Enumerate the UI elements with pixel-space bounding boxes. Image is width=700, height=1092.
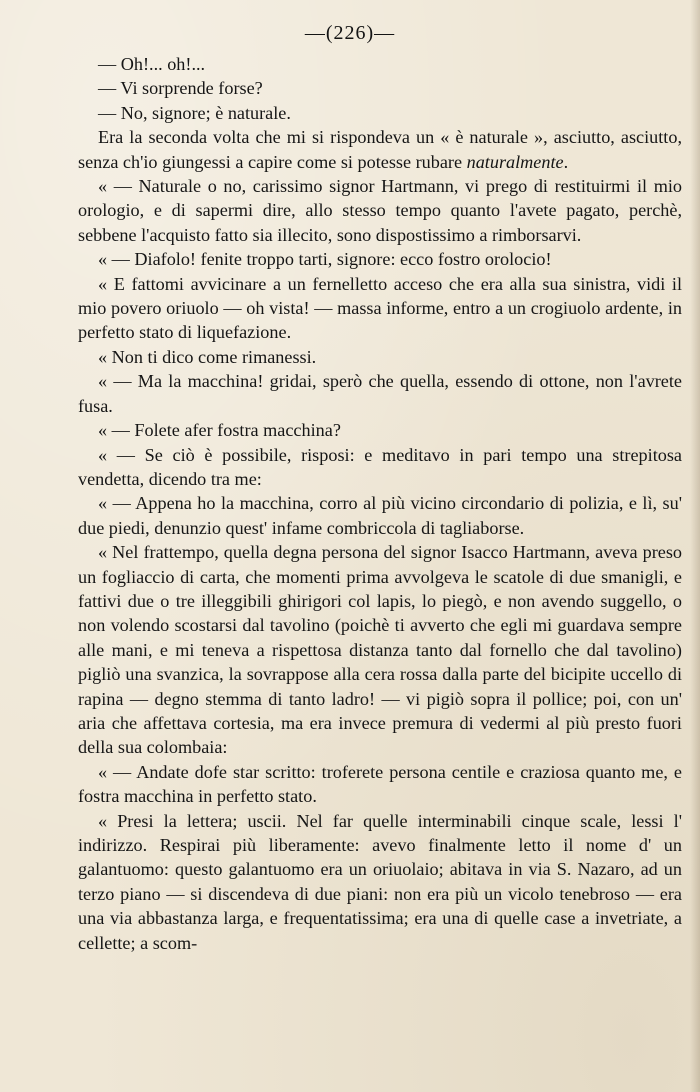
paragraph-13: « Nel frattempo, quella degna persona del signor Isacco Hartmann, aveva preso un fogliaccio di carta, che momenti prima avvolgeva le scatole di due smanigli, e fattivi due o tre illeggibili ghirigori col lapis, lo piegò, e non avendo suggello, o non volendo scostarsi dal tavolino (poichè ti avverto che egli mi guardava sempre alle mani, e mi teneva a rispettosa distanza tanto dal fornello che dal tavolino) pigliò una svanzica, la sovrappose alla cera rossa dalla parte del bicipite uccello di rapina — degno stemma di tanto ladro! — vi pigiò sopra il pollice; poi, con un' aria che affettava cortesia, ma era invece premura di vedermi al più presto fuori della sua colombaia: (78, 542, 682, 758)
paragraph-12: « — Appena ho la macchina, corro al più vicino circondario di polizia, e lì, su' due piedi, denunzio quest' infame combriccola di tagliaborse. (78, 493, 682, 538)
paragraph-14: « — Andate dofe star scritto: troferete persona centile e craziosa quanto me, e fostra macchina in perfetto stato. (78, 761, 682, 807)
paragraph-3: — No, signore; è naturale. (98, 102, 291, 123)
page-number: —(226)— (304, 22, 396, 44)
paragraph-8: « Non ti dico come rimanessi. (98, 346, 317, 367)
italic-word: naturalmente (466, 151, 564, 172)
paragraph-7: « E fattomi avvicinare a un fernelletto acceso che era alla sua sinistra, vidi il mio povero oriuolo — oh vista! — massa informe, entro a un crogiuolo ardente, in perfetto stato di liquefazione. (78, 273, 682, 343)
paragraph-2: — Vi sorprende forse? (98, 78, 263, 99)
paragraph-15: « Presi la lettera; uscii. Nel far quelle interminabili cinque scale, lessi l' indirizzo. Respirai più liberamente: avevo finalmente letto il nome d' un galantuomo: questo galantuomo era un oriuolaio; abitava in via S. Nazaro, ad un terzo piano — si discendeva di due piani: non era più un vicolo tenebroso — era una via abbastanza larga, e frequentatissima; era una di quelle case a invetriate, a cellette; a scom- (78, 810, 682, 953)
paragraph-10: « — Folete afer fostra macchina? (98, 420, 341, 441)
body-text (78, 52, 682, 955)
page-edge-shadow (690, 0, 700, 1092)
paragraph-11: « — Se ciò è possibile, risposi: e meditavo in pari tempo una strepitosa vendetta, dicendo tra me: (78, 444, 682, 489)
paragraph-4: Era la seconda volta che mi si rispondeva un « è naturale », asciutto, asciutto, senza ch'io giungessi a capire come si potesse rubare naturalmente. (78, 127, 682, 172)
paragraph-6: « — Diafolo! fenite troppo tarti, signore: ecco fostro orolocio! (98, 249, 552, 270)
paragraph-9: « — Ma la macchina! gridai, sperò che quella, essendo di ottone, non l'avrete fusa. (78, 371, 682, 416)
paragraph-5: « — Naturale o no, carissimo signor Hartmann, vi prego di restituirmi il mio orologio, e di sapermi dire, allo stesso tempo quanto l'avete pagato, perchè, sebbene l'acquisto fatto sia illecito, sono dispostissimo a rimborsarvi. (78, 176, 682, 245)
paragraph-1: — Oh!... oh!... (98, 54, 206, 74)
